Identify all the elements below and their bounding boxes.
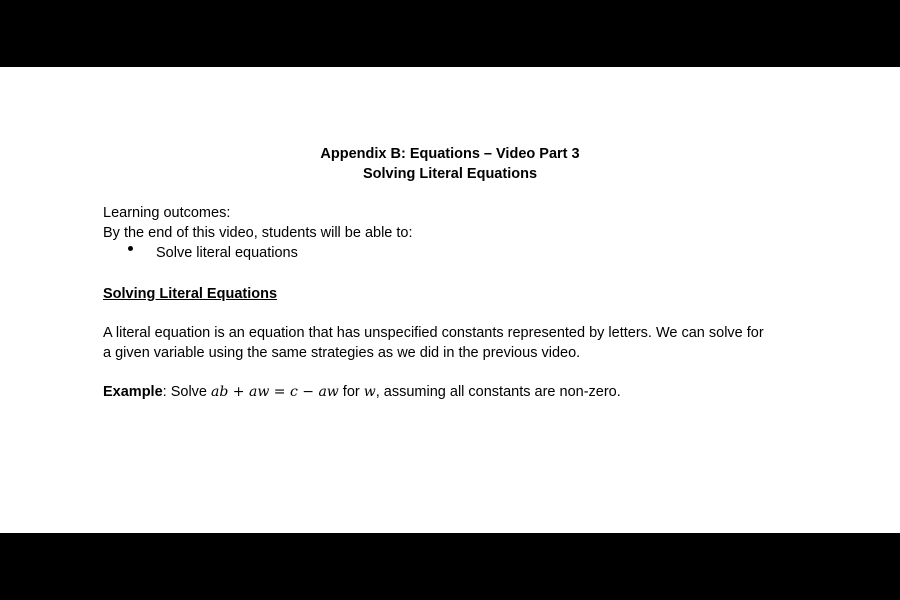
learning-outcomes-label: Learning outcomes: bbox=[103, 205, 231, 221]
variable: w bbox=[363, 384, 376, 400]
document-title: Appendix B: Equations – Video Part 3 bbox=[320, 146, 580, 162]
paragraph-line-2: a given variable using the same strategies as we did in the previous video. bbox=[103, 345, 581, 361]
outcome-item: Solve literal equations bbox=[156, 245, 298, 261]
example-line: Example: Solve ab + aw = c − aw for w, assuming all constants are non-zero. bbox=[103, 384, 621, 400]
equation: ab + aw = c − aw bbox=[211, 384, 339, 400]
outcomes-intro: By the end of this video, students will be able to: bbox=[103, 225, 413, 241]
example-label: Example bbox=[103, 384, 163, 400]
section-heading: Solving Literal Equations bbox=[103, 286, 278, 302]
document-subtitle: Solving Literal Equations bbox=[362, 166, 538, 182]
bullet-icon bbox=[128, 246, 133, 251]
paragraph-line-1: A literal equation is an equation that has unspecified constants represented by letters. We can solve for bbox=[103, 325, 764, 341]
document-page bbox=[0, 67, 900, 533]
